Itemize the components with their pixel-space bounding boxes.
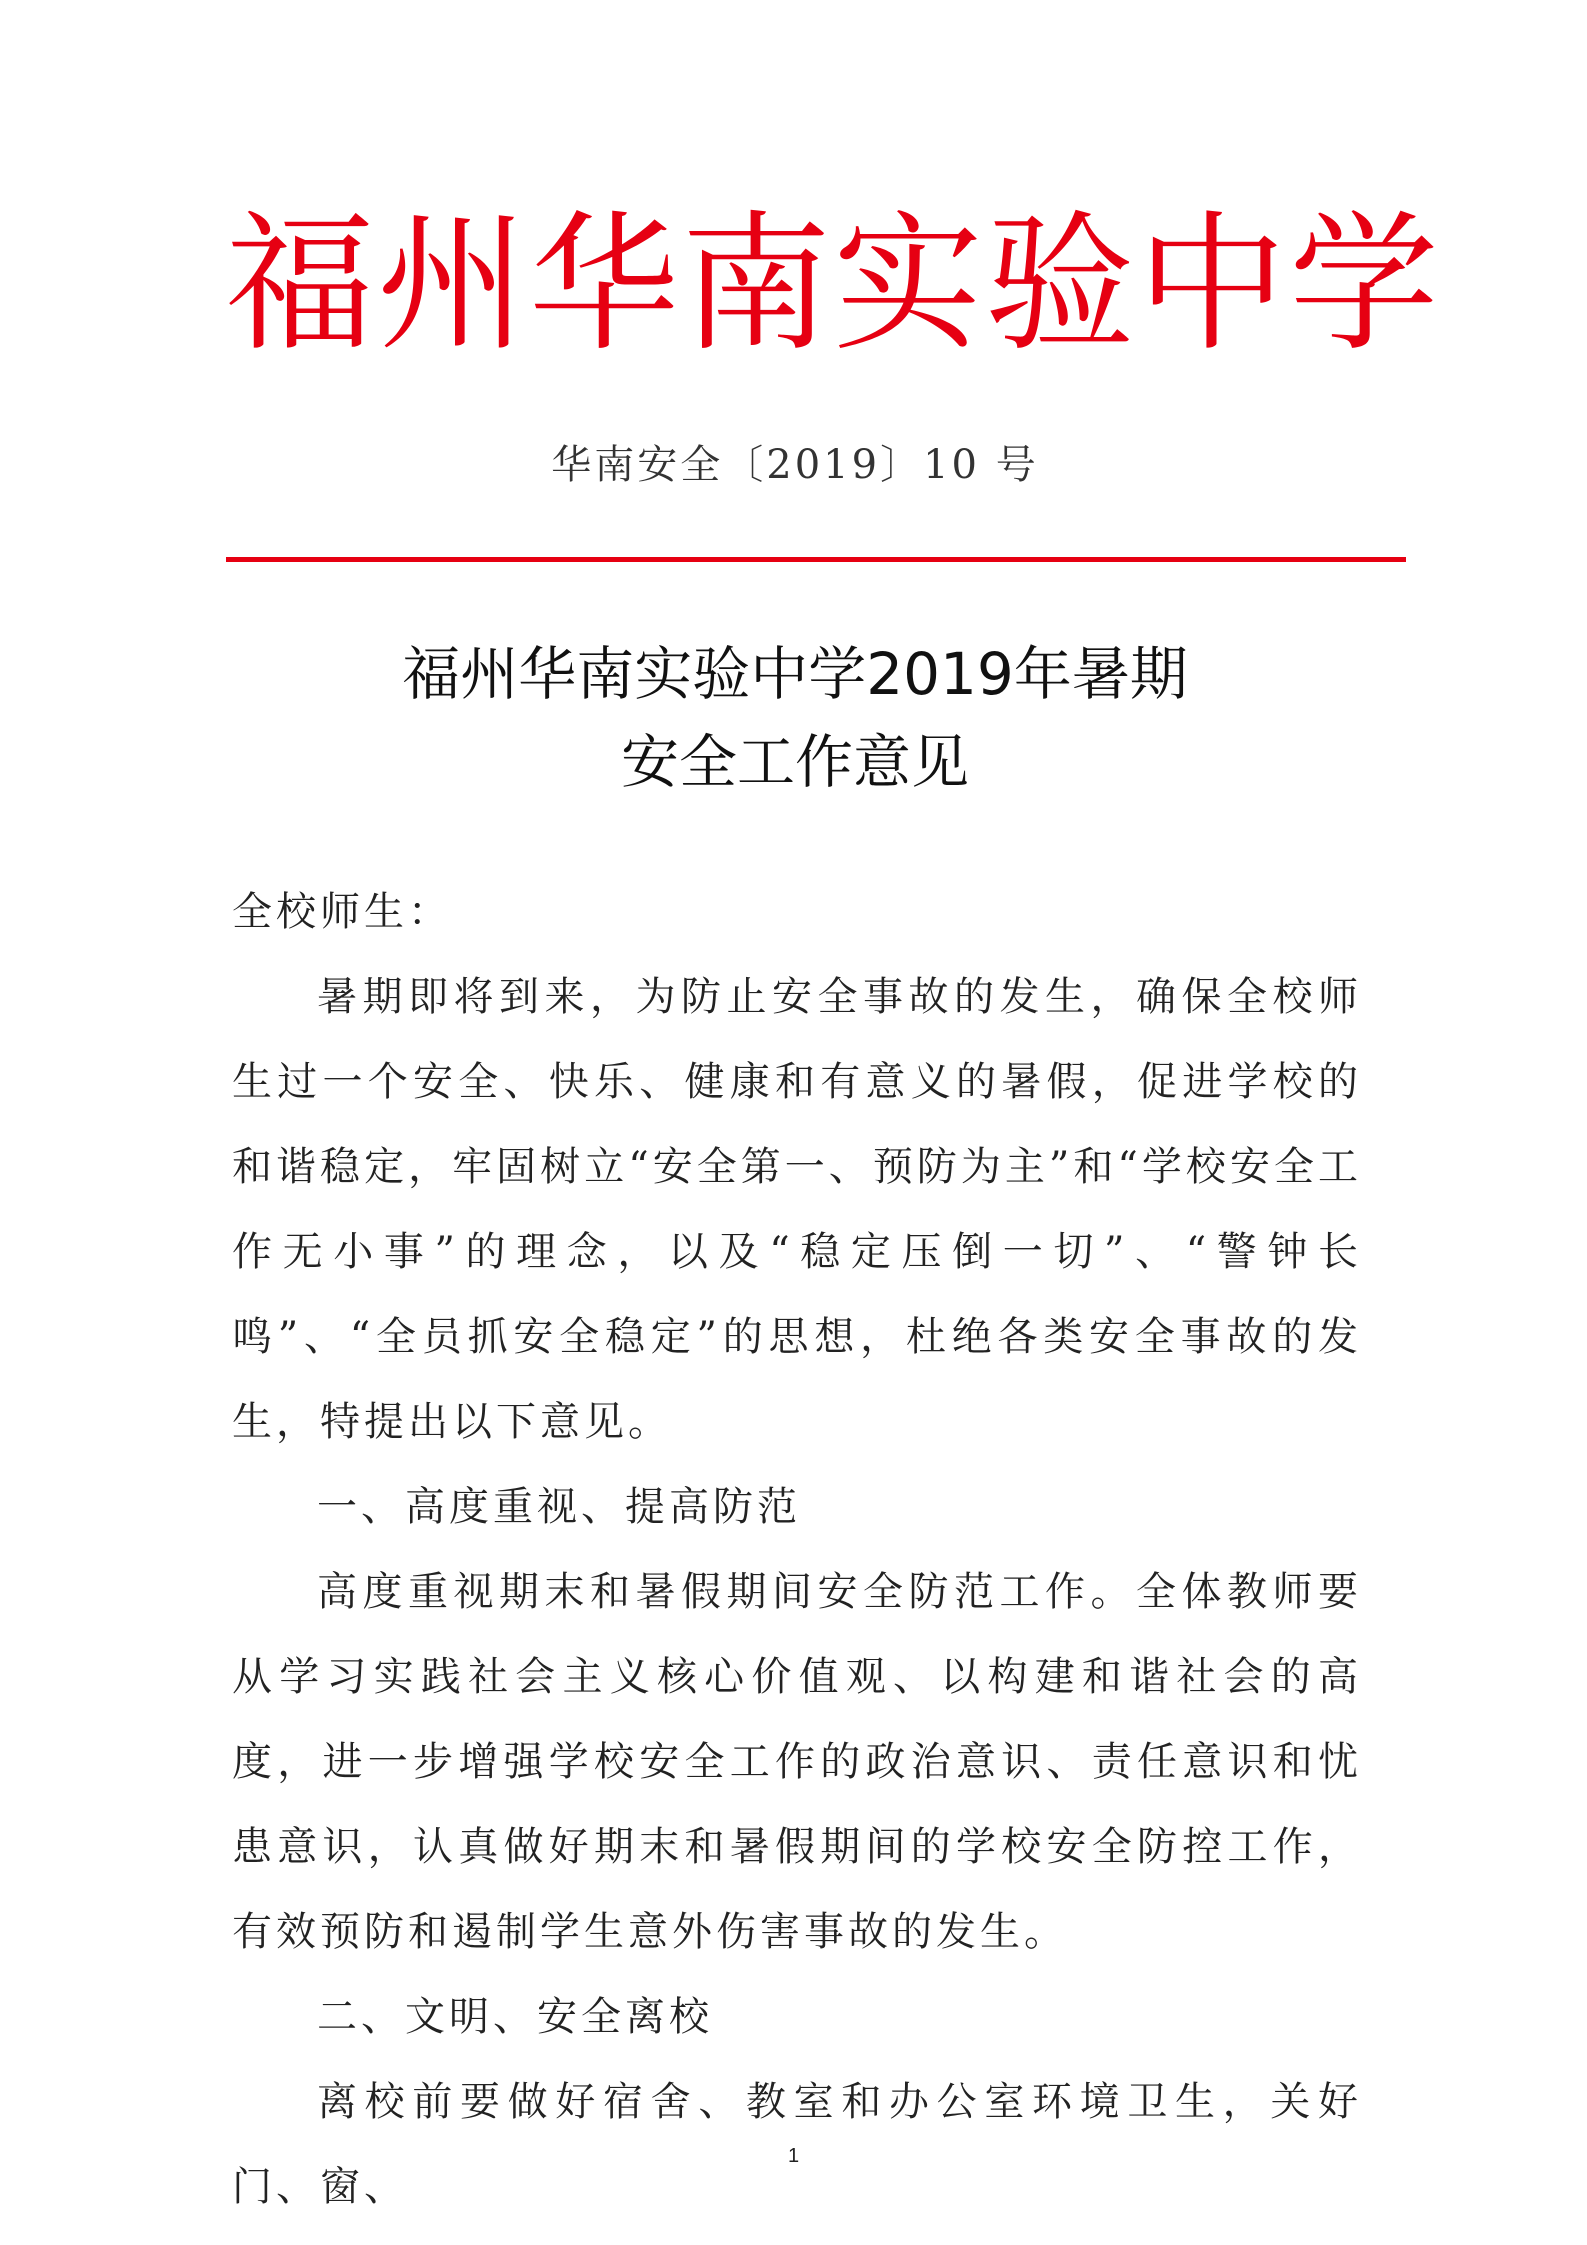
section-heading: 一、高度重视、提高防范 <box>317 1484 801 1530</box>
red-divider-line <box>226 557 1406 562</box>
section-paragraph: 离校前要做好宿舍、教室和办公室环境卫生，关好门、窗、 <box>232 2079 1362 2210</box>
salutation: 全校师生： <box>232 889 452 935</box>
school-masthead: 福州华南实验中学 <box>225 198 1442 372</box>
intro-paragraph: 暑期即将到来，为防止安全事故的发生，确保全校师生过一个安全、快乐、健康和有意义的暑假，促进学校的和谐稳定，牢固树立“安全第一、预防为主”和“学校安全工作无小事”的理念，以及“稳定压倒一切”、“警钟长鸣”、“全员抓安全稳定”的思想，杜绝各类安全事故的发生，特提出以下意见。 <box>232 974 1362 1445</box>
title-line-2: 安全工作意见 <box>620 728 969 796</box>
section-heading: 二、文明、安全离校 <box>317 1994 713 2040</box>
section-paragraph: 高度重视期末和暑假期间安全防范工作。全体教师要从学习实践社会主义核心价值观、以构建和谐社会的高度，进一步增强学校安全工作的政治意识、责任意识和忧患意识，认真做好期末和暑假期间的学校安全防控工作，有效预防和遏制学生意外伤害事故的发生。 <box>232 1569 1362 1955</box>
title-line-1: 福州华南实验中学2019年暑期 <box>402 640 1188 708</box>
document-title <box>225 630 1365 806</box>
document-number: 华南安全〔2019〕10 号 <box>551 442 1039 488</box>
document-body <box>232 870 1362 2230</box>
page-number: 1 <box>787 2145 800 2167</box>
